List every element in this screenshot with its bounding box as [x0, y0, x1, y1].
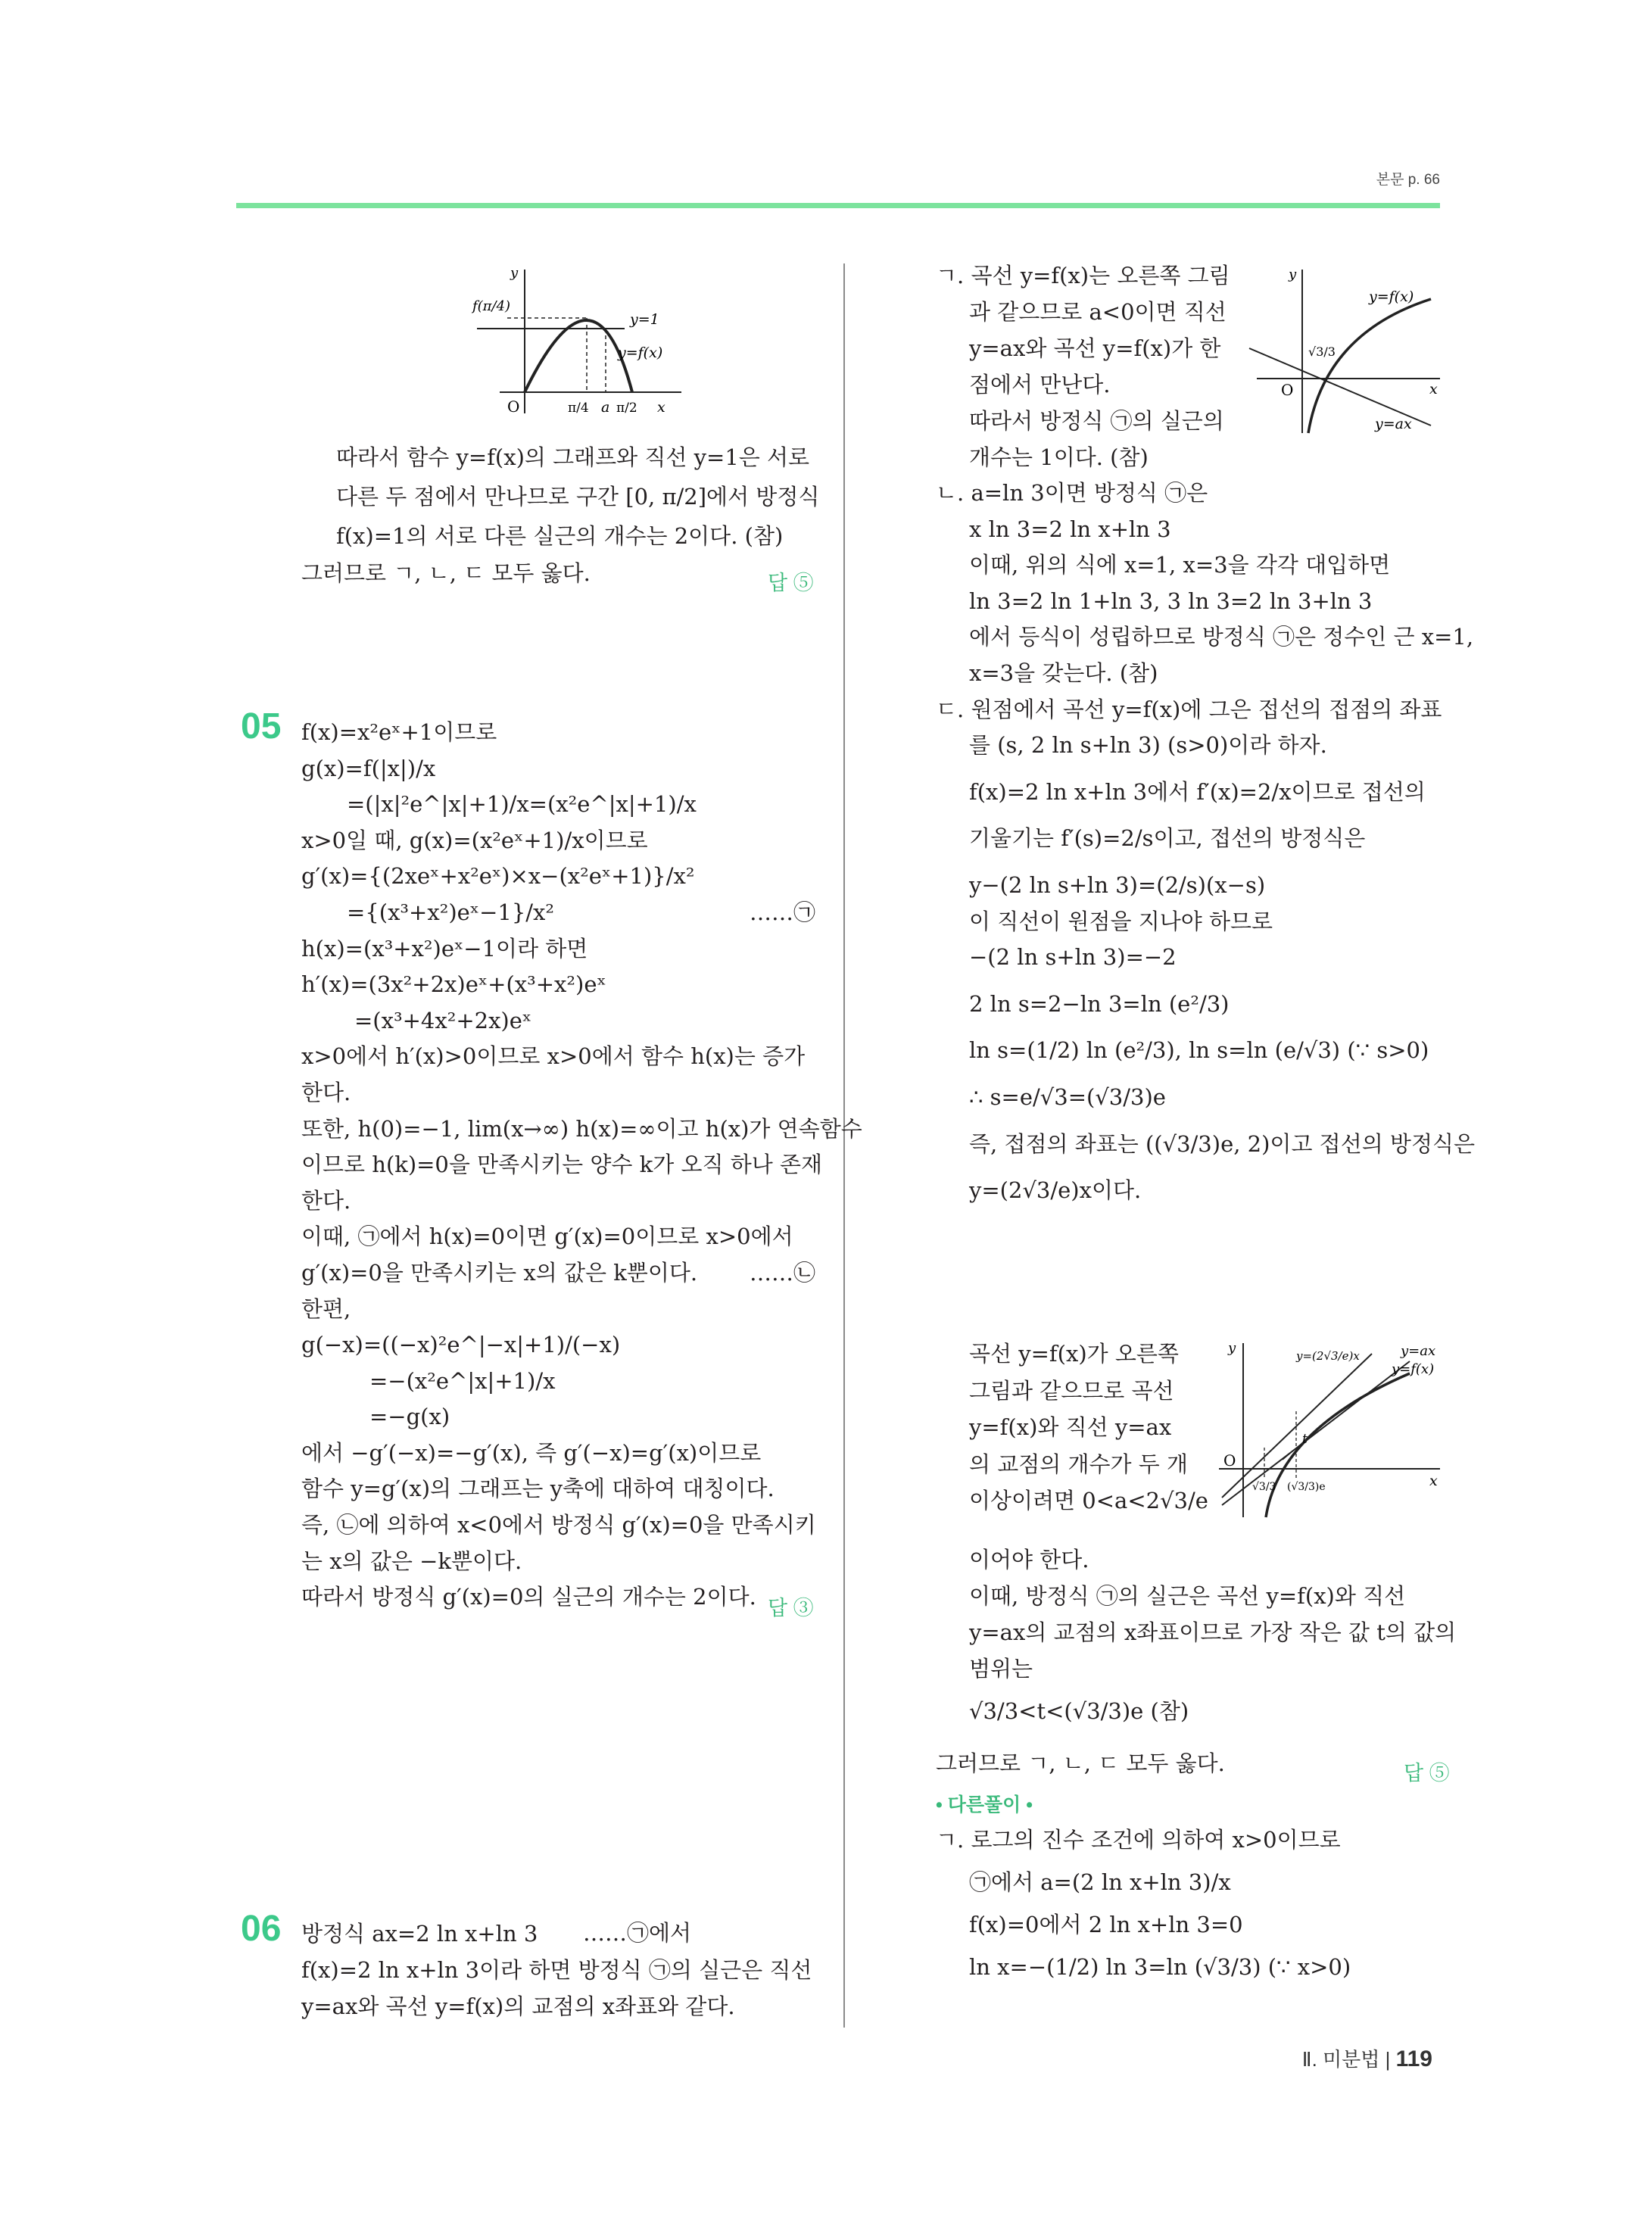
- solution-line: 과 같으므로 a<0이면 직선: [969, 299, 1227, 325]
- solution-line: g(x)=f(|x|)/x: [301, 755, 436, 781]
- solution-line: ln s=(1/2) ln (e²/3), ln s=ln (e/√3) (∵ s>0): [969, 1037, 1429, 1064]
- solution-line: x>0일 때, g(x)=(x²eˣ+1)/x이므로: [301, 827, 648, 853]
- solution-line: f(x)=2 ln x+ln 3이라 하면 방정식 ㉠의 실근은 직선: [301, 1957, 812, 1983]
- solution-line: h(x)=(x³+x²)eˣ−1이라 하면: [301, 935, 588, 962]
- solution-line: ㉠에서 a=(2 ln x+ln 3)/x: [969, 1869, 1231, 1895]
- solution-line: y=ax와 곡선 y=f(x)가 한: [969, 335, 1221, 361]
- solution-line: x=3을 갖는다. (참): [969, 659, 1158, 686]
- solution-line: f(x)=2 ln x+ln 3에서 f′(x)=2/x이므로 접선의: [969, 778, 1426, 805]
- solution-line: 또한, h(0)=−1, lim(x→∞) h(x)=∞이고 h(x)가 연속함수: [301, 1115, 862, 1142]
- graph3-tick-2: (√3/3)e: [1287, 1481, 1326, 1493]
- solution-line: 에서 등식이 성립하므로 방정식 ㉠은 정수인 근 x=1,: [969, 624, 1474, 650]
- right-part-d: [969, 1541, 1456, 1729]
- graph2-tick: √3/3: [1308, 344, 1336, 359]
- solution-line: 이 직선이 원점을 지나야 하므로: [969, 908, 1273, 934]
- solution-line: 이므로 h(k)=0을 만족시키는 양수 k가 오직 하나 존재: [301, 1152, 822, 1178]
- solution-line: g(−x)=((−x)²e^|−x|+1)/(−x): [301, 1332, 621, 1358]
- solution-line: 곡선 y=f(x)가 오른쪽: [969, 1341, 1179, 1367]
- solution-line: ln x=−(1/2) ln 3=ln (√3/3) (∵ x>0): [969, 1954, 1351, 1980]
- solution-line: 한다.: [301, 1079, 351, 1105]
- graph1-line-label: y=1: [630, 311, 659, 328]
- intro-conclusion: 그러므로 ㄱ, ㄴ, ㄷ 모두 옳다.: [301, 560, 591, 586]
- solution-line: g′(x)=0을 만족시키는 x의 값은 k뿐이다.: [301, 1259, 698, 1286]
- intro-block: [336, 438, 819, 556]
- problem-06-solution: [301, 1915, 812, 2025]
- solution-line: 즉, 접점의 좌표는 ((√3/3)e, 2)이고 접선의 방정식은: [969, 1130, 1475, 1157]
- solution-line: 2 ln s=2−ln 3=ln (e²/3): [969, 990, 1230, 1017]
- right-part-c: [969, 1336, 1208, 1520]
- solution-line: 한편,: [301, 1295, 351, 1322]
- solution-line: ln 3=2 ln 1+ln 3, 3 ln 3=2 ln 3+ln 3: [969, 588, 1373, 614]
- alternative-solution-title: • 다른풀이 •: [936, 1794, 1033, 1816]
- solution-line: 함수 y=g′(x)의 그래프는 y축에 대하여 대칭이다.: [301, 1476, 775, 1502]
- graph3-y-label: y: [1228, 1340, 1236, 1356]
- solution-line: 이상이려면 0<a<2√3/e: [969, 1488, 1208, 1513]
- problem-06-answer: 답 ⑤: [1404, 1762, 1450, 1785]
- graph1-tick-2: a: [601, 399, 610, 416]
- solution-line: f(x)=x²eˣ+1이므로: [301, 719, 497, 745]
- solution-line: 따라서 방정식 g′(x)=0의 실근의 개수는 2이다.: [301, 1584, 756, 1610]
- solution-line: =−(x²e^|x|+1)/x: [369, 1367, 556, 1394]
- problem-05-solution: [301, 715, 862, 1616]
- solution-line: 따라서 방정식 ㉠의 실근의: [969, 408, 1224, 434]
- graph-f-and-negative-line: [1242, 265, 1446, 439]
- solution-line: ∴ s=e/√3=(√3/3)e: [969, 1083, 1166, 1110]
- solution-line: 점에서 만난다.: [969, 372, 1111, 397]
- solution-line: g′(x)={(2xeˣ+x²eˣ)×x−(x²eˣ+1)}/x²: [301, 863, 695, 890]
- graph2-y-label: y: [1289, 267, 1297, 282]
- marker-06: ……㉠에서: [583, 1920, 692, 1946]
- right-part-b: [936, 475, 1475, 1209]
- solution-line: 범위는: [969, 1656, 1033, 1682]
- intro-line: 따라서 함수 y=f(x)의 그래프와 직선 y=1은 서로: [336, 444, 810, 470]
- graph2-x-label: x: [1429, 381, 1438, 397]
- solution-line: h′(x)=(3x²+2x)eˣ+(x³+x²)eˣ: [301, 971, 606, 998]
- page-footer: [1302, 2044, 1432, 2072]
- graph3-t-label: t: [1302, 1432, 1308, 1447]
- alternative-solution: [936, 1819, 1351, 1988]
- solution-line: =−g(x): [369, 1404, 450, 1430]
- marker-2: ……㉡: [750, 1260, 816, 1286]
- graph1-y-label: y: [510, 265, 519, 281]
- graph2-origin: O: [1281, 381, 1294, 399]
- solution-line: 를 (s, 2 ln s+ln 3) (s>0)이라 하자.: [969, 732, 1327, 759]
- graph1-curve-label: y=f(x): [618, 344, 663, 361]
- solution-line: x ln 3=2 ln x+ln 3: [969, 516, 1171, 542]
- graph1-f-label: f(π/4): [472, 298, 511, 314]
- solution-line: ㄷ. 원점에서 곡선 y=f(x)에 그은 접선의 접점의 좌표: [936, 696, 1442, 722]
- solution-line: y=f(x)와 직선 y=ax: [969, 1414, 1172, 1440]
- solution-line: y=ax와 곡선 y=f(x)의 교점의 x좌표와 같다.: [301, 1993, 735, 2019]
- graph1-x-label: x: [657, 399, 665, 416]
- solution-line: ㄴ. a=ln 3이면 방정식 ㉠은: [936, 480, 1208, 506]
- header-rule: [236, 203, 1440, 208]
- intro-answer: 답 ⑤: [768, 572, 814, 594]
- solution-line: 의 교점의 개수가 두 개: [969, 1451, 1188, 1477]
- graph3-x-label: x: [1429, 1473, 1438, 1489]
- solution-line: 기울기는 f′(s)=2/s이고, 접선의 방정식은: [969, 825, 1366, 852]
- solution-line: ㄱ. 곡선 y=f(x)는 오른쪽 그림: [936, 263, 1230, 288]
- solution-line: y−(2 ln s+ln 3)=(2/s)(x−s): [969, 871, 1266, 898]
- problem-05-answer: 답 ③: [768, 1597, 814, 1619]
- solution-line: y=(2√3/e)x이다.: [969, 1177, 1142, 1204]
- solution-line: 즉, ㉡에 의하여 x<0에서 방정식 g′(x)=0을 만족시키: [301, 1512, 816, 1538]
- solution-line: =(|x|²e^|x|+1)/x=(x²e^|x|+1)/x: [347, 791, 697, 818]
- graph3-line-label: y=ax: [1401, 1343, 1436, 1359]
- graph3-tangent-label: y=(2√3/e)x: [1296, 1349, 1360, 1363]
- page-reference: 본문 p. 66: [1376, 172, 1440, 188]
- graph2-curve-label: y=f(x): [1369, 288, 1414, 305]
- graph1-tick-3: π/2: [616, 401, 637, 416]
- solution-line: 이때, ㉠에서 h(x)=0이면 g′(x)=0이므로 x>0에서: [301, 1223, 793, 1250]
- solution-line: 그림과 같으므로 곡선: [969, 1377, 1174, 1404]
- solution-line: −(2 ln s+ln 3)=−2: [969, 944, 1177, 971]
- graph3-tick-1: √3/3: [1252, 1481, 1276, 1493]
- solution-line: ㄱ. 로그의 진수 조건에 의하여 x>0이므로: [936, 1827, 1341, 1853]
- solution-line: 는 x의 값은 −k뿐이다.: [301, 1548, 522, 1574]
- right-conclusion: 그러므로 ㄱ, ㄴ, ㄷ 모두 옳다.: [936, 1750, 1225, 1776]
- problem-number-06: 06: [241, 1909, 282, 1949]
- solution-line: 이때, 방정식 ㉠의 실근은 곡선 y=f(x)와 직선: [969, 1583, 1406, 1609]
- graph2-line-label: y=ax: [1375, 416, 1412, 432]
- intro-line: 다른 두 점에서 만나므로 구간 [0, π/2]에서 방정식: [336, 484, 820, 510]
- marker-1: ……㉠: [750, 899, 816, 925]
- solution-line: 이때, 위의 식에 x=1, x=3을 각각 대입하면: [969, 552, 1391, 578]
- solution-line: =(x³+4x²+2x)eˣ: [354, 1007, 532, 1033]
- problem-number-05: 05: [241, 706, 282, 747]
- footer-section: Ⅱ. 미분법 |: [1301, 2048, 1391, 2071]
- solution-line: 한다.: [301, 1187, 351, 1214]
- solution-line: 에서 −g′(−x)=−g′(x), 즉 g′(−x)=g′(x)이므로: [301, 1439, 762, 1466]
- solution-line: x>0에서 h′(x)>0이므로 x>0에서 함수 h(x)는 증가: [301, 1043, 806, 1070]
- graph-f-and-y1: [462, 263, 689, 422]
- intro-line: f(x)=1의 서로 다른 실근의 개수는 2이다. (참): [336, 523, 784, 549]
- graph1-origin: O: [507, 397, 520, 416]
- graph3-curve-label: y=f(x): [1392, 1361, 1435, 1377]
- solution-line: 개수는 1이다. (참): [969, 444, 1149, 470]
- solution-line: √3/3<t<(√3/3)e (참): [969, 1698, 1189, 1724]
- right-part-a: [936, 257, 1230, 475]
- graph-tangent-and-lines: [1211, 1339, 1446, 1520]
- graph1-tick-1: π/4: [568, 401, 589, 416]
- solution-line: y=ax의 교점의 x좌표이므로 가장 작은 값 t의 값의: [969, 1619, 1457, 1645]
- page-number: 119: [1395, 2046, 1432, 2071]
- graph3-origin: O: [1223, 1451, 1236, 1470]
- solution-line: ={(x³+x²)eˣ−1}/x²: [347, 899, 555, 925]
- solution-line: f(x)=0에서 2 ln x+ln 3=0: [969, 1912, 1243, 1937]
- solution-line: 이어야 한다.: [969, 1547, 1089, 1573]
- solution-line: 방정식 ax=2 ln x+ln 3: [301, 1921, 538, 1947]
